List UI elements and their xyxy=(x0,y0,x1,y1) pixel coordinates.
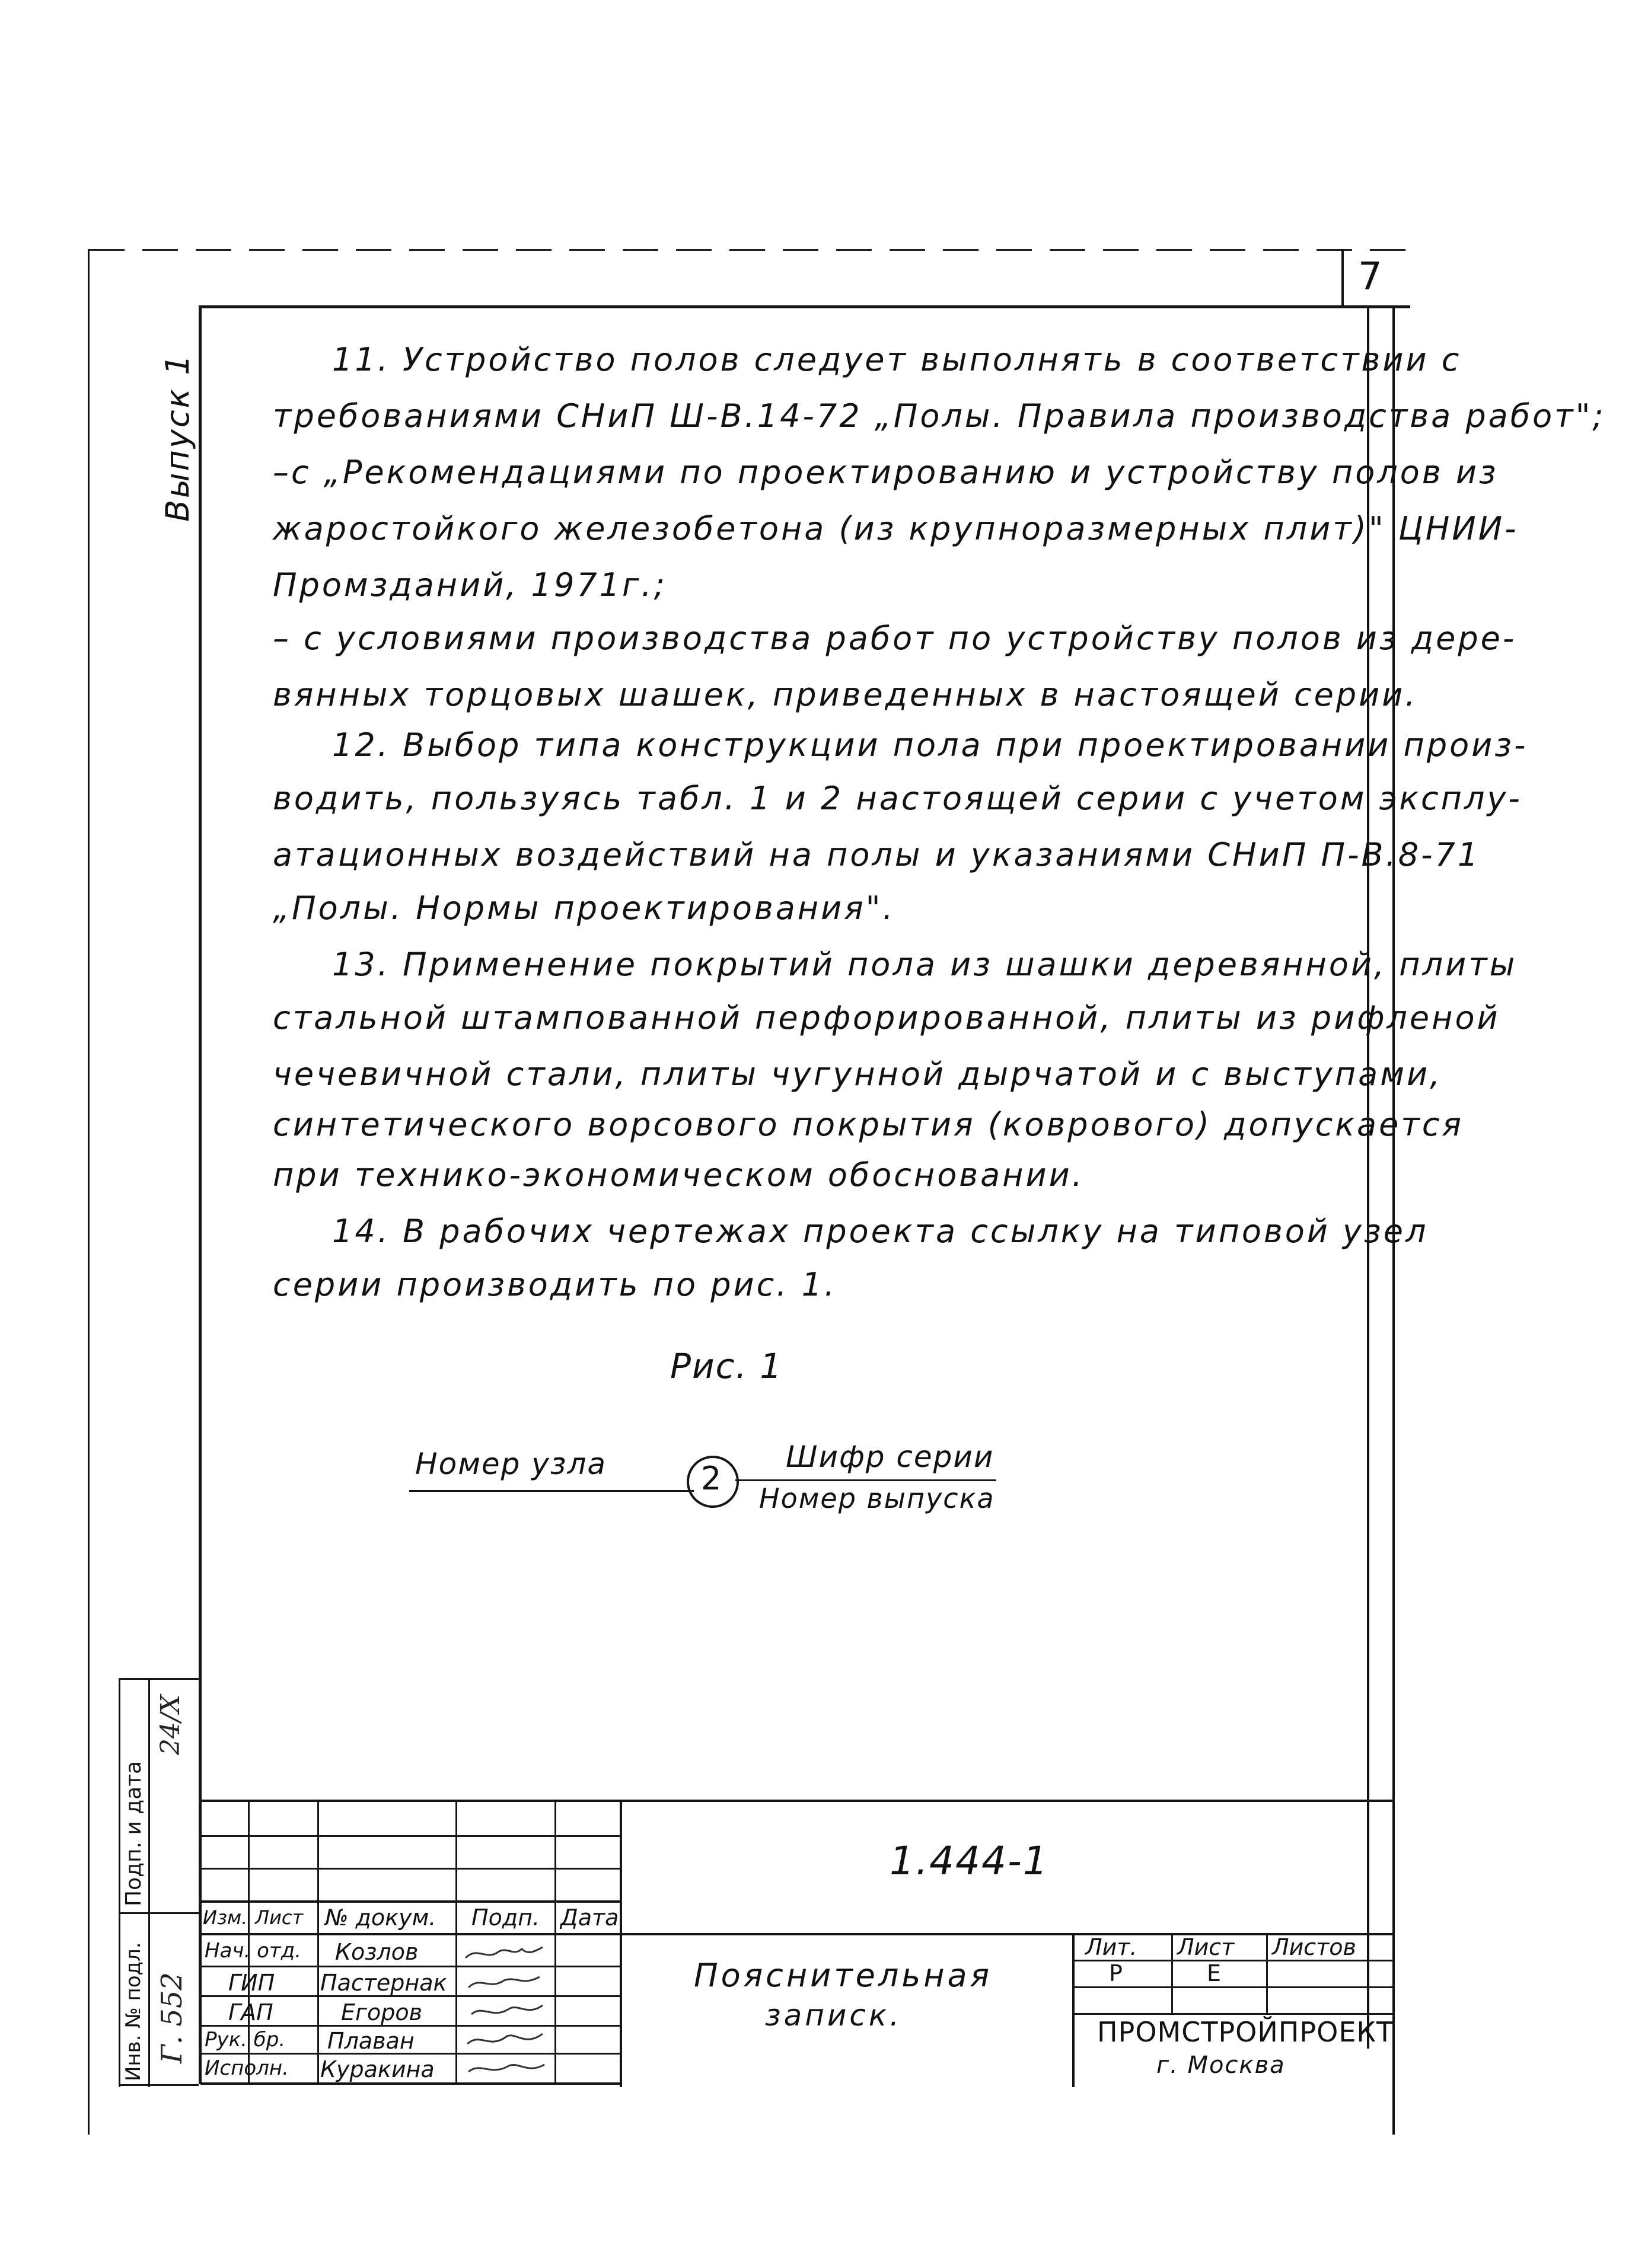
body-line: требованиями СНиП Ш-В.14-72 „Полы. Правила производства работ"; xyxy=(273,397,1606,435)
col-header-doc-number: № докум. xyxy=(325,1905,436,1931)
body-line: чечевичной стали, плиты чугунной дырчатой и с выступами, xyxy=(273,1055,1443,1093)
body-line: при технико-экономическом обосновании. xyxy=(273,1156,1085,1194)
issue-number-label: Номер выпуска xyxy=(759,1482,995,1514)
side-stamp-line xyxy=(148,1678,150,2087)
tb-line xyxy=(200,1966,621,1967)
stage-header: Лит. xyxy=(1085,1934,1137,1960)
tb-line xyxy=(200,2082,621,2085)
tb-line xyxy=(200,1835,621,1837)
stage-value: Р xyxy=(1109,1960,1123,1986)
frame-left-line xyxy=(199,305,202,2084)
body-line: 12. Выбор типа конструкции пола при проектировании произ- xyxy=(332,726,1528,764)
staff-role: ГИП xyxy=(228,1970,275,1996)
tb-line xyxy=(1073,1986,1394,1988)
tb-line xyxy=(554,1800,556,2084)
side-stamp-line xyxy=(119,1678,199,1680)
tb-line xyxy=(1072,1933,1075,2087)
side-stamp-line xyxy=(119,1678,120,2087)
body-line: жаростойкого железобетона (из крупноразмерных плит)" ЦНИИ- xyxy=(273,510,1519,547)
body-line: водить, пользуясь табл. 1 и 2 настоящей серии с учетом эксплу- xyxy=(273,780,1522,817)
staff-role: Рук. бр. xyxy=(205,2028,286,2052)
staff-role: Нач. отд. xyxy=(205,1939,302,1963)
sheet-number-box-left xyxy=(1341,249,1344,305)
figure-divider-line xyxy=(735,1479,996,1481)
top-dashed-border xyxy=(89,249,1417,251)
staff-name: Куракина xyxy=(320,2056,435,2082)
body-line: –с „Рекомендациями по проектированию и устройству полов из xyxy=(273,454,1499,491)
col-header-signature: Подп. xyxy=(471,1905,540,1931)
body-line: стальной штампованной перфорированной, плиты из рифленой xyxy=(273,999,1500,1036)
tb-line xyxy=(200,1900,621,1903)
col-header-sheet: Лист xyxy=(255,1906,304,1929)
side-stamp-date: 24/Х xyxy=(155,1694,186,1755)
frame-right-line xyxy=(1367,305,1369,2049)
sheets-header: Листов xyxy=(1272,1934,1356,1960)
doc-title-line2: записк. xyxy=(765,1998,902,2033)
doc-code: 1.444-1 xyxy=(890,1838,1049,1884)
issue-label: Выпуск 1 xyxy=(159,353,196,522)
body-line: 11. Устройство полов следует выполнять в соответствии с xyxy=(332,341,1462,378)
node-label: Номер узла xyxy=(415,1447,607,1481)
side-stamp-header-sign: Подп. и дата xyxy=(122,1760,146,1906)
staff-name: Козлов xyxy=(335,1939,419,1965)
staff-name: Пастернак xyxy=(320,1970,447,1996)
body-line: 14. В рабочих чертежах проекта ссылку на типовой узел xyxy=(332,1213,1429,1250)
tb-line xyxy=(1266,1934,1268,2014)
tb-line xyxy=(200,1868,621,1870)
frame-top-line xyxy=(200,305,1410,308)
body-line: серии производить по рис. 1. xyxy=(273,1266,837,1303)
left-outer-border xyxy=(88,249,90,2135)
node-number: 2 xyxy=(701,1460,723,1497)
sheet-number: 7 xyxy=(1358,255,1384,299)
org-name: ПРОМСТРОЙПРОЕКТ xyxy=(1097,2016,1394,2048)
tb-line xyxy=(1073,2013,1394,2015)
series-code-label: Шифр серии xyxy=(786,1440,995,1474)
tb-line xyxy=(200,1800,1392,1802)
org-city: г. Москва xyxy=(1156,2052,1286,2079)
col-header-date: Дата xyxy=(560,1905,619,1931)
body-line: вянных торцовых шашек, приведенных в настоящей серии. xyxy=(273,676,1418,713)
side-stamp-inv-value: Г. 552 xyxy=(155,1972,189,2063)
tb-line xyxy=(620,1800,622,2087)
doc-title-line1: Пояснительная xyxy=(694,1957,993,1994)
side-stamp-line xyxy=(119,2084,199,2086)
body-line: атационных воздействий на полы и указаниями СНиП П-В.8-71 xyxy=(273,836,1481,873)
figure-title: Рис. 1 xyxy=(670,1346,783,1386)
body-line: – с условиями производства работ по устройству полов из дере- xyxy=(273,620,1517,657)
col-header-change: Изм. xyxy=(203,1906,248,1929)
sheet-header: Лист xyxy=(1177,1934,1235,1960)
staff-name: Егоров xyxy=(341,1999,422,2025)
figure-leader-line xyxy=(409,1490,694,1492)
body-line: „Полы. Нормы проектирования". xyxy=(273,889,895,927)
body-line: 13. Применение покрытий пола из шашки деревянной, плиты xyxy=(332,946,1518,983)
staff-name: Плаван xyxy=(327,2028,415,2054)
sheet-value: Е xyxy=(1207,1960,1222,1986)
body-line: синтетического ворсового покрытия (коврового) допускается xyxy=(273,1106,1464,1143)
tb-line xyxy=(1171,1934,1173,2014)
side-stamp-header-inv: Инв. № подл. xyxy=(122,1942,145,2081)
side-stamp-line xyxy=(119,1912,199,1914)
signatures-graphic xyxy=(457,1934,554,2082)
staff-role: ГАП xyxy=(228,1999,273,2025)
body-line: Промзданий, 1971г.; xyxy=(273,566,667,604)
tb-line xyxy=(317,1800,319,2084)
staff-role: Исполн. xyxy=(205,2056,289,2080)
